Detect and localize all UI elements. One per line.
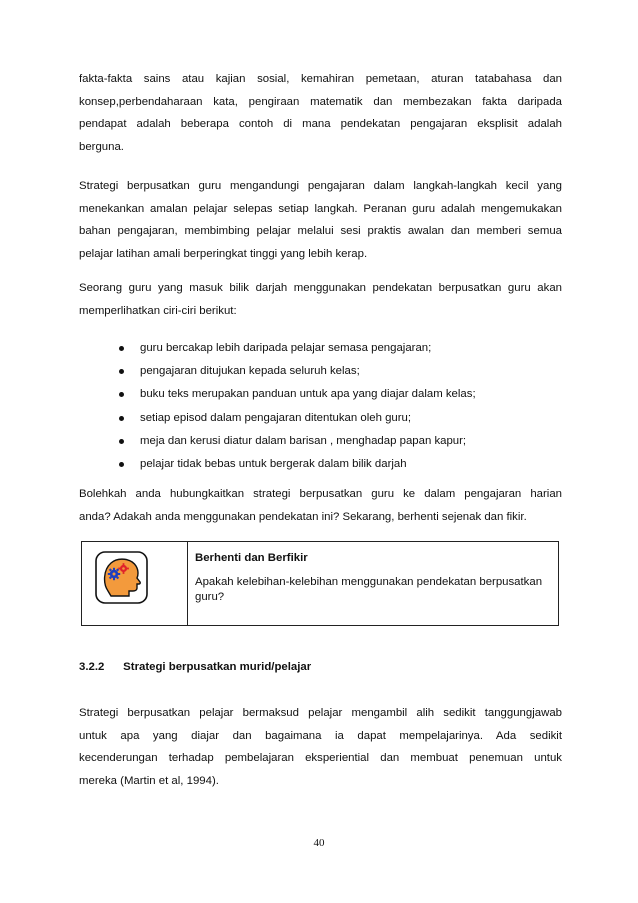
list-item xyxy=(115,383,555,406)
text-line: Seorang guru yang masuk bilik darjah menggunakan pendekatan berpusatkan guru akan xyxy=(79,282,562,294)
characteristics-list xyxy=(115,337,555,476)
section-number: 3.2.2 xyxy=(79,661,105,673)
text-line: bahan pengajaran, membimbing pelajar melalui sesi praktis awalan dan memberi semua xyxy=(79,225,562,237)
bullet-dot xyxy=(119,392,124,397)
reflection-text-cell xyxy=(195,551,545,605)
list-item-text: meja dan kerusi diatur dalam barisan , menghadap papan kapur; xyxy=(140,434,467,447)
text-line: fakta-fakta sains atau kajian sosial, kemahiran pemetaan, aturan tatabahasa dan xyxy=(79,73,562,85)
paragraph-explicit-examples xyxy=(79,68,562,158)
bullet-dot xyxy=(119,416,124,421)
text-line: berguna. xyxy=(79,140,124,153)
list-item xyxy=(115,407,555,430)
reflection-question: Apakah kelebihan-kelebihan menggunakan pendekatan berpusatkan guru? xyxy=(195,576,543,603)
text-line: Bolehkah anda hubungkaitkan strategi berpusatkan guru ke dalam pengajaran harian xyxy=(79,488,562,500)
paragraph-teacher-centred-strategy xyxy=(79,175,562,265)
text-line: konsep,perbendaharaan kata, pengiraan matematik dan membezakan fakta daripada xyxy=(79,95,562,108)
text-line: menekankan amalan pelajar selepas setiap langkah. Peranan guru adalah mengemukakan xyxy=(79,202,562,215)
list-item-text: guru bercakap lebih daripada pelajar semasa pengajaran; xyxy=(140,342,432,354)
list-item xyxy=(115,337,555,360)
box-divider xyxy=(187,542,188,625)
list-item xyxy=(115,430,555,453)
list-item-text: setiap episod dalam pengajaran ditentukan oleh guru; xyxy=(140,411,412,424)
list-item-text: pelajar tidak bebas untuk bergerak dalam bilik darjah xyxy=(140,457,407,470)
text-line: untuk apa yang diajar dan bagaimana ia dapat mempelajarinya. Ada sedikit xyxy=(79,729,562,742)
text-line: Strategi berpusatkan pelajar bermaksud pelajar mengambil alih sedikit tanggungjawab xyxy=(79,707,562,719)
list-item-text: buku teks merupakan panduan untuk apa yang diajar dalam kelas; xyxy=(140,388,476,401)
text-line: mereka (Martin et al, 1994). xyxy=(79,774,219,787)
bullet-dot xyxy=(119,346,124,351)
text-line: kecenderungan terhadap pembelajaran eksperiential dan membuat penemuan untuk xyxy=(79,752,562,764)
section-heading xyxy=(79,661,311,673)
text-line: pendapat adalah beberapa contoh di mana pendekatan pengajaran eksplisit adalah xyxy=(79,118,562,130)
paragraph-student-centred-strategy xyxy=(79,702,562,792)
reflection-icon-cell xyxy=(82,542,187,625)
reflection-box xyxy=(81,541,559,626)
text-line: Strategi berpusatkan guru mengandungi pengajaran dalam langkah-langkah kecil yang xyxy=(79,180,562,192)
paragraph-reflection-prompt xyxy=(79,483,562,528)
text-line: pelajar latihan amali berperingkat tinggi yang lebih kerap. xyxy=(79,247,368,260)
bullet-dot xyxy=(119,439,124,444)
section-title: Strategi berpusatkan murid/pelajar xyxy=(123,661,312,673)
bullet-dot xyxy=(119,369,124,374)
text-line: anda? Adakah anda menggunakan pendekatan ini? Sekarang, berhenti sejenak dan fikir. xyxy=(79,510,527,523)
reflection-title: Berhenti dan Berfikir xyxy=(195,552,308,564)
bullet-dot xyxy=(119,462,124,467)
list-item xyxy=(115,360,555,383)
list-item xyxy=(115,453,555,476)
list-item-text: pengajaran ditujukan kepada seluruh kelas; xyxy=(140,365,360,378)
thinking-head-icon xyxy=(95,551,148,604)
paragraph-teacher-characteristics xyxy=(79,277,562,322)
page-number: 40 xyxy=(313,837,325,849)
text-line: memperlihatkan ciri-ciri berikut: xyxy=(79,304,237,317)
